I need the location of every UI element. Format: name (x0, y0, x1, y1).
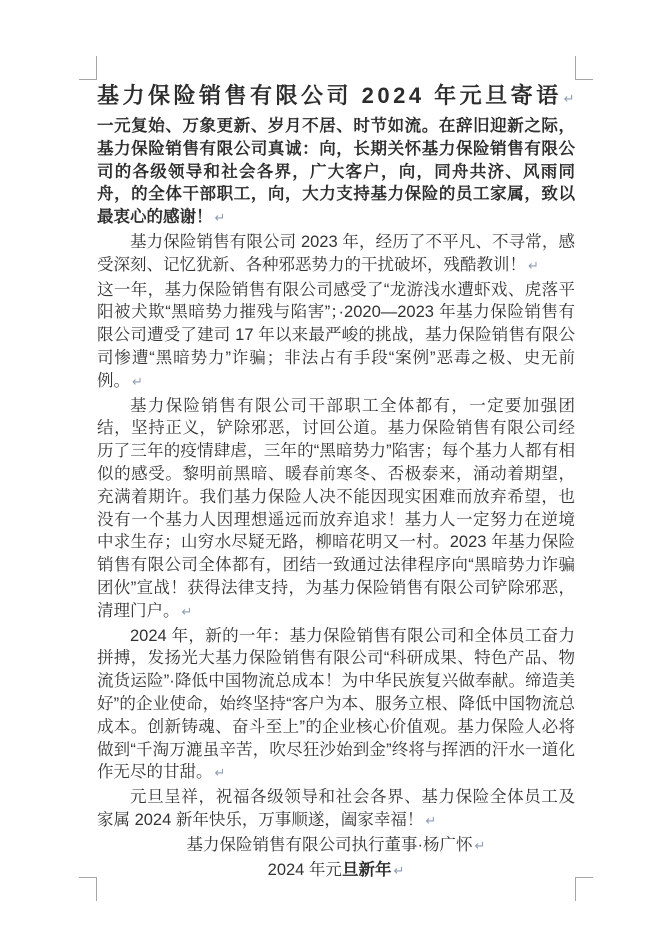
document-title[interactable] (97, 80, 579, 115)
document-title-text: 基力保险销售有限公司 2024 年元旦寄语 (97, 83, 562, 108)
paragraph-greeting[interactable] (97, 115, 575, 231)
paragraph-review-2023-hardship[interactable] (97, 279, 575, 395)
crop-mark-bottom-right (575, 877, 593, 901)
paragraph-review-2023-intro[interactable] (97, 231, 575, 279)
text-area (97, 80, 579, 883)
return-mark-icon: ↵ (474, 838, 486, 854)
signature-line[interactable] (97, 834, 575, 859)
paragraph-outlook-2024[interactable] (97, 625, 575, 787)
return-mark-icon: ↵ (563, 92, 579, 107)
paragraph-text: 2024 年，新的一年：基力保险销售有限公司和全体员工奋力拼搏，发扬光大基力保险销售有限公司“科研成果、特色产品、物流货运险”·降低中国物流总成本！为中华民族复兴做奉献。缔造美好”的企业使命，始终坚持“客户为本、服务立根、降低中国物流总成本。创新铸魂、奋斗至上”的企业核心价值观。基力保险人必将做到“千淘万漉虽辛苦，吹尽狂沙始到金”终将与挥洒的汗水一道化作无尽的甘甜。 (97, 626, 575, 782)
return-mark-icon: ↵ (528, 258, 539, 274)
paragraph-text: 基力保险销售有限公司 2023 年，经历了不平凡、不寻常，感受深刻、记忆犹新、各种邪恶势力的干扰破坏，残酷教训！ (97, 232, 575, 274)
crop-mark-bottom-left (79, 877, 97, 901)
crop-mark-top-left (79, 56, 97, 80)
paragraph-text: 基力保险销售有限公司干部职工全体都有，一定要加强团结，坚持正义，铲除邪恶，讨回公道。基力保险销售有限公司经历了三年的疫情肆虐，三年的“黑暗势力”陷害；每个基力人都有相似的感受。黎明前黑暗、暖春前寒冬、否极泰来，涌动着期望，充满着期许。我们基力保险人决不能因现实困难而放弃希望，也没有一个基力人因理想遥远而放弃追求！基力人一定努力在逆境中求生存；山穷水尽疑无路，柳暗花明又一村。2023 年基力保险销售有限公司全体都有，团结一致通过法律程序向“黑暗势力诈骗团伙”宣战！获得法律支持，为基力保险销售有限公司铲除邪恶，清理门户。 (97, 396, 575, 620)
paragraph-text: 元旦呈祥，祝福各级领导和社会各界、基力保险全体员工及家属 2024 新年快乐，万事顺遂，阖家幸福！ (97, 788, 575, 829)
date-line[interactable] (97, 859, 575, 884)
return-mark-icon: ↵ (393, 863, 405, 879)
paragraph-new-year-blessing[interactable] (97, 786, 575, 834)
paragraph-unity-and-fight[interactable] (97, 395, 575, 625)
return-mark-icon: ↵ (214, 211, 226, 227)
return-mark-icon: ↵ (181, 604, 193, 620)
return-mark-icon: ↵ (132, 374, 143, 390)
paragraph-text: 这一年，基力保险销售有限公司感受了“龙游浅水遭虾戏、虎落平阳被犬欺“黑暗势力摧残与陷害”；·2020—2023 年基力保险销售有限公司遭受了建司 17 年以来最严峻的挑战，基力保险销售有限公司惨遭“黑暗势力”诈骗；非法占有手段“案例”恶毒之极、史无前例。 (97, 280, 575, 390)
return-mark-icon: ↵ (214, 766, 226, 782)
paragraph-text: 一元复始、万象更新、岁月不居、时节如流。在辞旧迎新之际，基力保险销售有限公司真诚：向，长期关怀基力保险销售有限公司的各级领导和社会各界，广大客户，向，同舟共济、风雨同舟，的全体干部职工，向，大力支持基力保险的员工家属，致以最衷心的感谢！ (97, 117, 575, 227)
signature-text: 基力保险销售有限公司执行董事·杨广怀 (186, 835, 473, 854)
return-mark-icon: ↵ (425, 813, 437, 829)
date-text-regular: 2024 年元 (267, 860, 342, 879)
crop-mark-top-right (575, 56, 593, 80)
date-text-bold: 旦新年 (341, 860, 392, 879)
